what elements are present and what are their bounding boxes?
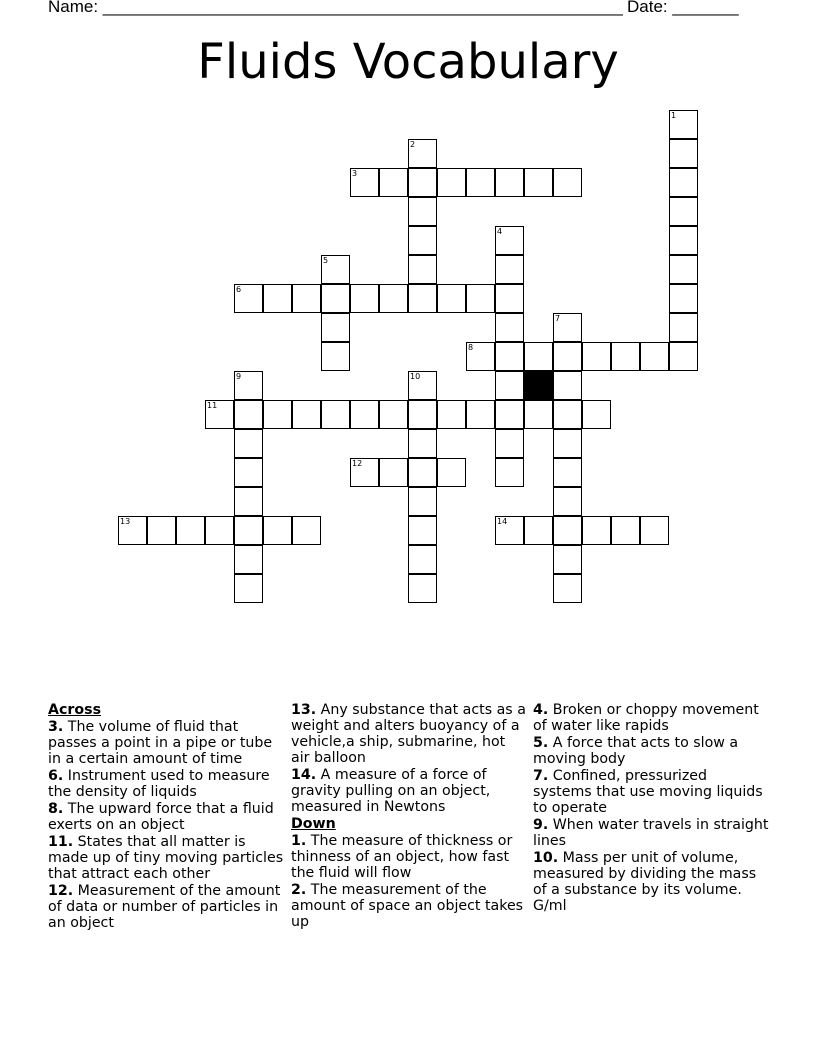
clue-across-8: 8. The upward force that a fluid exerts on an object — [48, 801, 274, 833]
grid-cell[interactable] — [350, 168, 379, 197]
grid-cell[interactable] — [379, 284, 408, 313]
grid-cell[interactable] — [234, 487, 263, 516]
clues-column-3 — [533, 702, 769, 915]
grid-cell[interactable] — [495, 255, 524, 284]
clue-across-12: 12. Measurement of the amount of data or number of particles in an object — [48, 883, 281, 931]
grid-cell[interactable] — [553, 545, 582, 574]
clue-number: 4 — [497, 227, 503, 236]
clue-number: 5 — [323, 256, 329, 265]
grid-cell[interactable] — [553, 313, 582, 342]
clue-number: 11 — [207, 401, 218, 410]
clue-number: 12 — [352, 459, 363, 468]
clue-number: 8 — [468, 343, 474, 352]
grid-cell[interactable] — [495, 400, 524, 429]
clue-number: 10 — [410, 372, 421, 381]
grid-cell[interactable] — [437, 168, 466, 197]
grid-cell[interactable] — [495, 371, 524, 400]
grid-cell[interactable] — [669, 284, 698, 313]
grid-cell[interactable] — [234, 400, 263, 429]
grid-cell[interactable] — [495, 226, 524, 255]
grid-cell[interactable] — [321, 313, 350, 342]
clues-column-2 — [291, 702, 527, 931]
clue-across-3: 3. The volume of fluid that passes a point in a pipe or tube in a certain amount of time — [48, 719, 273, 767]
grid-cell[interactable] — [321, 342, 350, 371]
grid-cell[interactable] — [263, 284, 292, 313]
clue-across-14: 14. A measure of a force of gravity pulling on an object, measured in Newtons — [291, 767, 491, 815]
grid-cell[interactable] — [118, 516, 147, 545]
grid-cell[interactable] — [234, 516, 263, 545]
grid-cell[interactable] — [582, 400, 611, 429]
grid-cell[interactable] — [350, 458, 379, 487]
grid-cell[interactable] — [379, 168, 408, 197]
grid-cell[interactable] — [437, 284, 466, 313]
clue-across-6: 6. Instrument used to measure the density of liquids — [48, 768, 270, 800]
clue-across-13: 13. Any substance that acts as a weight and alters buoyancy of a vehicle,a ship, submarine, hot air balloon — [291, 702, 526, 766]
clue-down-4: 4. Broken or choppy movement of water like rapids — [533, 702, 759, 734]
clue-down-10: 10. Mass per unit of volume, measured by dividing the mass of a substance by its volume. G/ml — [533, 850, 757, 914]
grid-cell[interactable] — [408, 168, 437, 197]
grid-cell[interactable] — [292, 284, 321, 313]
across-heading: Across — [48, 702, 102, 718]
grid-cell[interactable] — [408, 197, 437, 226]
grid-cell[interactable] — [640, 516, 669, 545]
grid-cell[interactable] — [292, 400, 321, 429]
grid-cell[interactable] — [466, 342, 495, 371]
grid-cell[interactable] — [234, 429, 263, 458]
clue-down-9: 9. When water travels in straight lines — [533, 817, 769, 849]
grid-cell[interactable] — [234, 545, 263, 574]
clue-number: 14 — [497, 517, 508, 526]
grid-cell[interactable] — [408, 458, 437, 487]
grid-cell[interactable] — [582, 342, 611, 371]
grid-cell[interactable] — [669, 110, 698, 139]
grid-cell[interactable] — [495, 342, 524, 371]
grid-cell[interactable] — [524, 400, 553, 429]
grid-cell[interactable] — [553, 487, 582, 516]
grid-cell[interactable] — [263, 400, 292, 429]
clue-number: 1 — [671, 111, 677, 120]
clue-down-1: 1. The measure of thickness or thinness of an object, how fast the fluid will flow — [291, 833, 513, 881]
grid-cell[interactable] — [553, 429, 582, 458]
grid-cell[interactable] — [524, 168, 553, 197]
grid-cell[interactable] — [466, 400, 495, 429]
grid-cell[interactable] — [408, 545, 437, 574]
grid-cell[interactable] — [408, 284, 437, 313]
grid-cell[interactable] — [176, 516, 205, 545]
black-cell — [524, 371, 553, 400]
grid-cell[interactable] — [379, 400, 408, 429]
clue-number: 9 — [236, 372, 242, 381]
grid-cell[interactable] — [495, 516, 524, 545]
grid-cell[interactable] — [234, 574, 263, 603]
down-heading: Down — [291, 816, 336, 832]
grid-cell[interactable] — [495, 168, 524, 197]
grid-cell[interactable] — [553, 168, 582, 197]
grid-cell[interactable] — [669, 342, 698, 371]
grid-cell[interactable] — [205, 516, 234, 545]
grid-cell[interactable] — [408, 371, 437, 400]
grid-cell[interactable] — [669, 197, 698, 226]
grid-cell[interactable] — [408, 255, 437, 284]
grid-cell[interactable] — [408, 516, 437, 545]
grid-cell[interactable] — [466, 168, 495, 197]
grid-cell[interactable] — [640, 342, 669, 371]
grid-cell[interactable] — [408, 226, 437, 255]
grid-cell[interactable] — [611, 516, 640, 545]
grid-cell[interactable] — [611, 342, 640, 371]
grid-cell[interactable] — [524, 516, 553, 545]
grid-cell[interactable] — [321, 400, 350, 429]
grid-cell[interactable] — [321, 255, 350, 284]
grid-cell[interactable] — [292, 516, 321, 545]
clue-number: 3 — [352, 169, 358, 178]
clue-across-11: 11. States that all matter is made up of tiny moving particles that attract each other — [48, 834, 284, 882]
grid-cell[interactable] — [234, 458, 263, 487]
clue-down-5: 5. A force that acts to slow a moving body — [533, 735, 739, 767]
clue-down-7: 7. Confined, pressurized systems that use moving liquids to operate — [533, 768, 763, 816]
grid-cell[interactable] — [669, 226, 698, 255]
grid-cell[interactable] — [669, 168, 698, 197]
grid-cell[interactable] — [553, 400, 582, 429]
grid-cell[interactable] — [553, 458, 582, 487]
name-field[interactable]: Name: _______________________________________________________ — [48, 0, 623, 16]
grid-cell[interactable] — [669, 139, 698, 168]
date-field[interactable]: Date: _______ — [627, 0, 739, 16]
grid-cell[interactable] — [553, 371, 582, 400]
grid-cell[interactable] — [466, 284, 495, 313]
page-title: Fluids Vocabulary — [197, 34, 619, 90]
grid-cell[interactable] — [147, 516, 176, 545]
clue-number: 6 — [236, 285, 242, 294]
grid-cell[interactable] — [350, 284, 379, 313]
grid-cell[interactable] — [408, 400, 437, 429]
grid-cell[interactable] — [553, 342, 582, 371]
grid-cell[interactable] — [582, 516, 611, 545]
grid-cell[interactable] — [495, 284, 524, 313]
grid-cell[interactable] — [669, 313, 698, 342]
grid-cell[interactable] — [408, 139, 437, 168]
grid-cell[interactable] — [495, 313, 524, 342]
grid-cell[interactable] — [321, 284, 350, 313]
grid-cell[interactable] — [408, 574, 437, 603]
grid-cell[interactable] — [263, 516, 292, 545]
grid-cell[interactable] — [234, 284, 263, 313]
clue-number: 7 — [555, 314, 561, 323]
clue-number: 2 — [410, 140, 416, 149]
grid-cell[interactable] — [379, 458, 408, 487]
grid-cell[interactable] — [669, 255, 698, 284]
grid-cell[interactable] — [234, 371, 263, 400]
clue-down-2: 2. The measurement of the amount of space an object takes up — [291, 882, 524, 930]
grid-cell[interactable] — [495, 429, 524, 458]
grid-cell[interactable] — [437, 458, 466, 487]
grid-cell[interactable] — [408, 429, 437, 458]
clues-column-1 — [48, 702, 284, 932]
grid-cell[interactable] — [553, 574, 582, 603]
grid-cell[interactable] — [524, 342, 553, 371]
clue-number: 13 — [120, 517, 131, 526]
grid-cell[interactable] — [553, 516, 582, 545]
grid-cell[interactable] — [350, 400, 379, 429]
grid-cell[interactable] — [205, 400, 234, 429]
grid-cell[interactable] — [437, 400, 466, 429]
grid-cell[interactable] — [408, 487, 437, 516]
grid-cell[interactable] — [495, 458, 524, 487]
